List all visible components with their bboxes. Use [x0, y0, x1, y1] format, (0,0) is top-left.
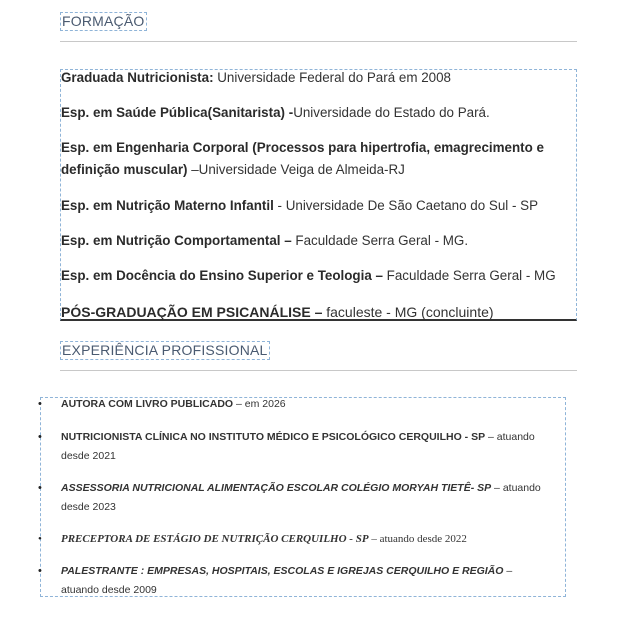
list-item: • NUTRICIONISTA CLÍNICA NO INSTITUTO MÉDICO E PSICOLÓGICO CERQUILHO - SP – atuando desde 2021: [41, 428, 551, 466]
edu-item: Esp. em Nutrição Materno Infantil - Universidade De São Caetano do Sul - SP: [61, 198, 539, 213]
bullet-icon: •: [38, 482, 42, 494]
edu-item: Graduada Nutricionista: Universidade Federal do Pará em 2008: [61, 70, 451, 85]
experiencia-box: [40, 397, 566, 597]
edu-item: Esp. em Saúde Pública(Sanitarista) -Universidade do Estado do Pará.: [61, 105, 490, 120]
bullet-icon: •: [38, 431, 42, 443]
list-item: • AUTORA COM LIVRO PUBLICADO – em 2026: [41, 395, 551, 414]
edu-item: PÓS-GRADUAÇÃO EM PSICANÁLISE – faculeste - MG (concluinte): [61, 304, 494, 320]
bullet-icon: •: [38, 565, 42, 577]
experiencia-divider: [60, 370, 577, 371]
list-item: • PRECEPTORA DE ESTÁGIO DE NUTRIÇÃO CERQUILHO - SP – atuando desde 2022: [41, 530, 551, 549]
list-item: • ASSESSORIA NUTRICIONAL ALIMENTAÇÃO ESCOLAR COLÉGIO MORYAH TIETÊ- SP – atuando desde 2023: [41, 479, 551, 517]
formacao-box: [60, 69, 577, 321]
formacao-divider: [60, 41, 577, 42]
experiencia-title: EXPERIÊNCIA PROFISSIONAL: [62, 342, 268, 358]
bullet-icon: •: [38, 398, 42, 410]
bullet-icon: •: [38, 533, 42, 545]
formacao-title: FORMAÇÃO: [62, 13, 145, 29]
list-item: • PALESTRANTE : EMPRESAS, HOSPITAIS, ESCOLAS E IGREJAS CERQUILHO E REGIÃO – atuando desde 2009: [41, 562, 551, 600]
edu-item: Esp. em Engenharia Corporal (Processos para hipertrofia, emagrecimento e definição muscular) –Universidade Veiga de Almeida-RJ: [61, 140, 544, 177]
edu-item: Esp. em Nutrição Comportamental – Faculdade Serra Geral - MG.: [61, 233, 469, 248]
edu-item: Esp. em Docência do Ensino Superior e Teologia – Faculdade Serra Geral - MG: [61, 268, 556, 283]
